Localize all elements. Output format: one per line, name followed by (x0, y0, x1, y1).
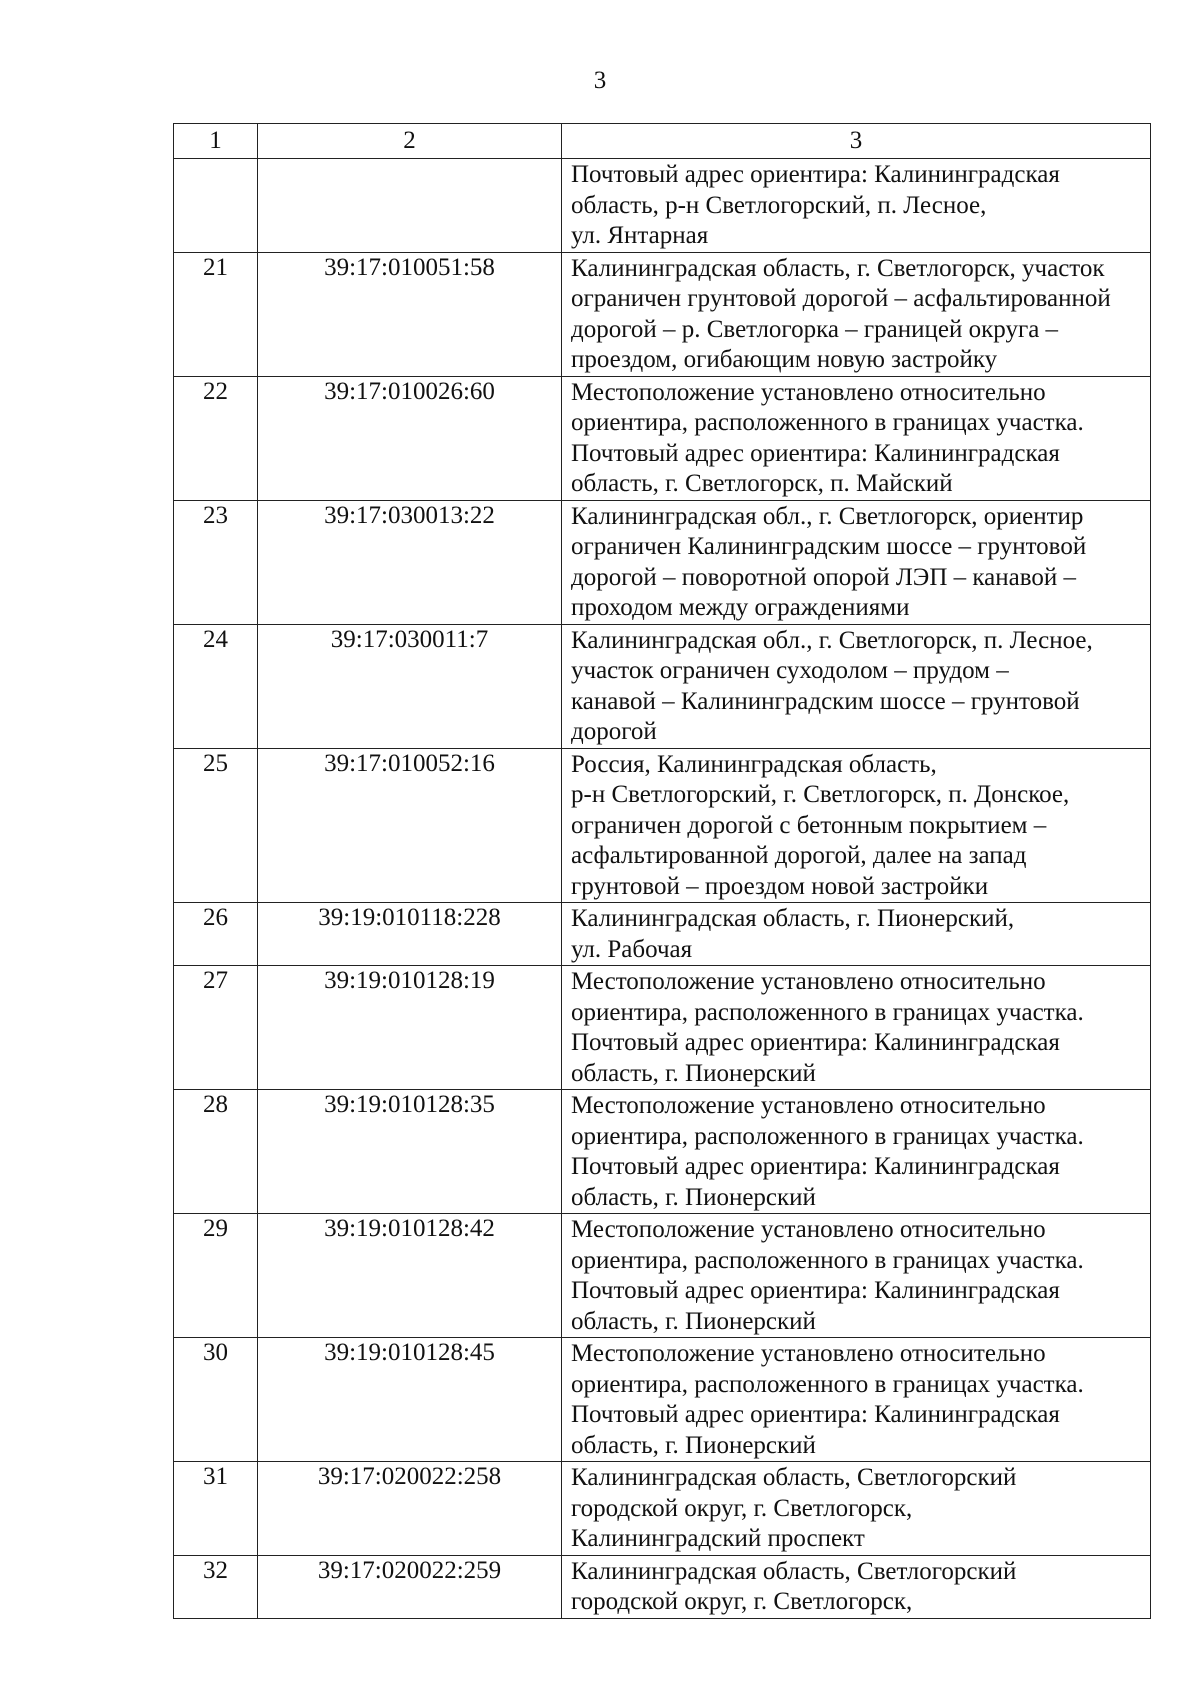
address-line: Почтовый адрес ориентира: Калининградская (571, 1277, 1060, 1304)
address-line: Почтовый адрес ориентира: Калининградская (571, 1401, 1060, 1428)
address-line: Калининградская обл., г. Светлогорск, п. Лесное, (571, 626, 1093, 654)
address-line: ориентира, расположенного в границах участка. (571, 998, 1084, 1026)
table-row (174, 159, 1151, 253)
address-line: ул. Рабочая (571, 935, 693, 963)
cadastral-number-cell: 39:19:010118:228 (258, 903, 562, 966)
address-line: дорогой (571, 718, 657, 745)
row-number-cell: 24 (174, 624, 258, 748)
address-cell (562, 748, 1151, 903)
cadastral-number-cell: 39:17:030011:7 (258, 624, 562, 748)
address-line: асфальтированной дорогой, далее на запад (571, 842, 1027, 869)
table-row (174, 903, 1151, 966)
address-line: Почтовый адрес ориентира: Калининградская (571, 439, 1060, 467)
address-line: Калининградская обл., г. Светлогорск, ориентир (571, 502, 1084, 530)
address-line: ул. Янтарная (571, 222, 709, 249)
address-line: р-н Светлогорский, г. Светлогорск, п. Донское, (571, 781, 1070, 808)
table-row (174, 1090, 1151, 1214)
row-number-cell (174, 159, 258, 253)
address-line: дорогой – р. Светлогорка – границей округа – (571, 315, 1059, 343)
row-number-cell: 32 (174, 1555, 258, 1618)
address-line: ориентира, расположенного в границах участка. (571, 1370, 1084, 1398)
cadastral-number-cell: 39:19:010128:35 (258, 1090, 562, 1214)
address-line: область, р-н Светлогорский, п. Лесное, (571, 191, 987, 219)
land-plots-table (173, 123, 1151, 1619)
table-row (174, 500, 1151, 624)
table-row (174, 966, 1151, 1090)
cadastral-number-cell: 39:19:010128:19 (258, 966, 562, 1090)
page-number: 3 (593, 67, 607, 94)
address-line: ориентира, расположенного в границах участка. (571, 409, 1084, 436)
address-line: Калининградская область, г. Светлогорск, участок (571, 254, 1105, 282)
address-line: область, г. Светлогорск, п. Майский (571, 470, 953, 497)
address-line: область, г. Пионерский (571, 1183, 816, 1211)
address-line: Местоположение установлено относительно (571, 1216, 1046, 1243)
table-header-row (174, 124, 1151, 159)
row-number-cell: 23 (174, 500, 258, 624)
address-cell (562, 500, 1151, 624)
table-row (174, 1214, 1151, 1338)
address-line: городской округ, г. Светлогорск, (571, 1494, 913, 1522)
header-cell-col3: 3 (562, 124, 1151, 159)
address-line: ориентира, расположенного в границах участка. (571, 1246, 1084, 1274)
cadastral-number-cell: 39:17:030013:22 (258, 500, 562, 624)
header-cell-col2: 2 (258, 124, 562, 159)
address-cell (562, 1214, 1151, 1338)
address-line: Местоположение установлено относительно (571, 968, 1046, 995)
address-line: Местоположение установлено относительно (571, 1092, 1046, 1119)
address-line: Почтовый адрес ориентира: Калининградская (571, 1029, 1060, 1056)
address-line: грунтовой – проездом новой застройки (571, 872, 989, 900)
address-line: Калининградская область, г. Пионерский, (571, 905, 1015, 932)
address-line: участок ограничен суходолом – прудом – (571, 657, 1009, 684)
address-line: область, г. Пионерский (571, 1059, 816, 1087)
address-line: Местоположение установлено относительно (571, 378, 1046, 406)
address-line: Местоположение установлено относительно (571, 1340, 1046, 1367)
address-line: Почтовый адрес ориентира: Калининградская (571, 161, 1060, 188)
row-number-cell: 25 (174, 748, 258, 903)
cadastral-number-cell: 39:17:010052:16 (258, 748, 562, 903)
cadastral-number-cell: 39:17:010026:60 (258, 376, 562, 500)
table-row (174, 1462, 1151, 1556)
address-line: Калининградская область, Светлогорский (571, 1557, 1017, 1585)
address-cell (562, 903, 1151, 966)
address-line: городской округ, г. Светлогорск, (571, 1588, 913, 1615)
address-line: Россия, Калининградская область, (571, 750, 937, 778)
address-cell (562, 376, 1151, 500)
address-cell (562, 252, 1151, 376)
row-number-cell: 22 (174, 376, 258, 500)
cadastral-number-cell: 39:17:020022:258 (258, 1462, 562, 1556)
table-row (174, 376, 1151, 500)
address-cell (562, 966, 1151, 1090)
row-number-cell: 28 (174, 1090, 258, 1214)
address-cell (562, 1338, 1151, 1462)
table-row (174, 1338, 1151, 1462)
address-line: дорогой – поворотной опорой ЛЭП – канавой – (571, 563, 1076, 591)
row-number-cell: 29 (174, 1214, 258, 1338)
address-line: канавой – Калининградским шоссе – грунтовой (571, 687, 1080, 715)
address-line: область, г. Пионерский (571, 1431, 816, 1459)
address-line: проходом между ограждениями (571, 594, 910, 621)
cadastral-number-cell: 39:17:020022:259 (258, 1555, 562, 1618)
table-row (174, 624, 1151, 748)
address-cell (562, 1090, 1151, 1214)
row-number-cell: 21 (174, 252, 258, 376)
address-line: Почтовый адрес ориентира: Калининградская (571, 1153, 1060, 1180)
address-line: ограничен дорогой с бетонным покрытием – (571, 811, 1047, 839)
address-line: область, г. Пионерский (571, 1307, 816, 1335)
row-number-cell: 27 (174, 966, 258, 1090)
address-line: проездом, огибающим новую застройку (571, 346, 998, 373)
table-row (174, 1555, 1151, 1618)
header-cell-col1: 1 (174, 124, 258, 159)
table-row (174, 748, 1151, 903)
address-line: ориентира, расположенного в границах участка. (571, 1122, 1084, 1150)
row-number-cell: 26 (174, 903, 258, 966)
table-row (174, 252, 1151, 376)
cadastral-number-cell: 39:19:010128:45 (258, 1338, 562, 1462)
address-cell (562, 159, 1151, 253)
address-line: ограничен Калининградским шоссе – грунтовой (571, 533, 1087, 560)
cadastral-number-cell (258, 159, 562, 253)
address-line: ограничен грунтовой дорогой – асфальтированной (571, 285, 1111, 312)
address-line: Калининградская область, Светлогорский (571, 1464, 1017, 1491)
row-number-cell: 30 (174, 1338, 258, 1462)
table-body (174, 124, 1151, 1619)
address-line: Калининградский проспект (571, 1525, 865, 1552)
address-cell (562, 624, 1151, 748)
address-cell (562, 1462, 1151, 1556)
cadastral-number-cell: 39:19:010128:42 (258, 1214, 562, 1338)
row-number-cell: 31 (174, 1462, 258, 1556)
cadastral-number-cell: 39:17:010051:58 (258, 252, 562, 376)
address-cell (562, 1555, 1151, 1618)
